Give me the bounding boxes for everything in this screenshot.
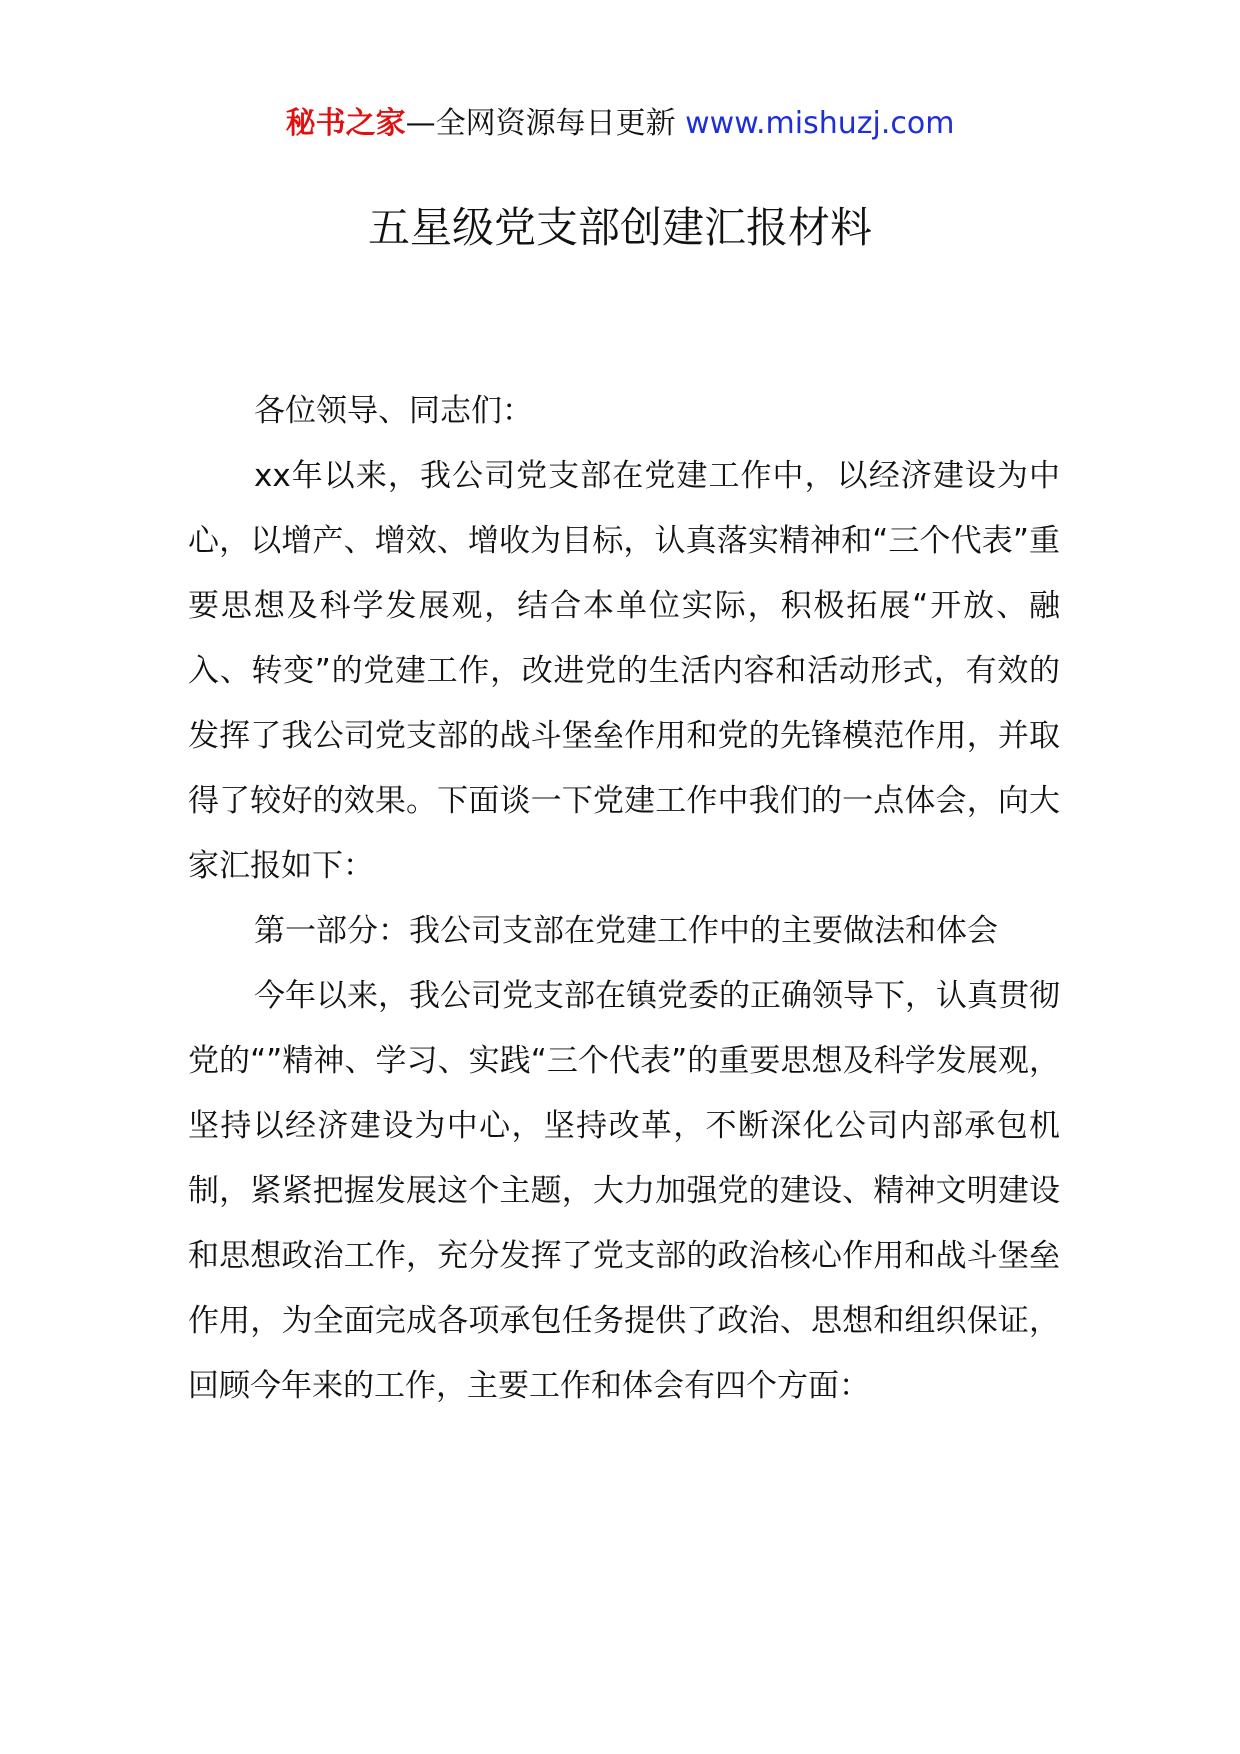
document-title: 五星级党支部创建汇报材料 xyxy=(367,203,872,252)
body-paragraph: 今年以来，我公司党支部在镇党委的正确领导下，认真贯彻党的“”精神、学习、实践“三个代表”的重要思想及科学发展观，坚持以经济建设为中心，坚持改革，不断深化公司内部承包机制，紧紧把握发展这个主题，大力加强党的建设、精神文明建设和思想政治工作，充分发挥了党支部的政治核心作用和战斗堡垒作用，为全面完成各项承包任务提供了政治、思想和组织保证，回顾今年来的工作，主要工作和体会有四个方面： xyxy=(188,978,1060,1404)
site-url[interactable]: www.mishuzj.com xyxy=(685,106,955,141)
intro-paragraph: xx年以来，我公司党支部在党建工作中，以经济建设为中心，以增产、增效、增收为目标，认真落实精神和“三个代表”重要思想及科学发展观，结合本单位实际，积极拓展“开放、融入、转变”的党建工作，改进党的生活内容和活动形式，有效的发挥了我公司党支部的战斗堡垒作用和党的先锋模范作用，并取得了较好的效果。下面谈一下党建工作中我们的一点体会，向大家汇报如下： xyxy=(188,458,1060,884)
section-heading-paragraph: 第一部分：我公司支部在党建工作中的主要做法和体会 xyxy=(254,913,998,949)
site-tagline: —全网资源每日更新 xyxy=(405,106,686,141)
site-brand: 秘书之家 xyxy=(285,106,406,141)
site-header xyxy=(0,100,1240,148)
document-body xyxy=(188,379,1060,1419)
salutation-paragraph: 各位领导、同志们： xyxy=(254,393,533,429)
